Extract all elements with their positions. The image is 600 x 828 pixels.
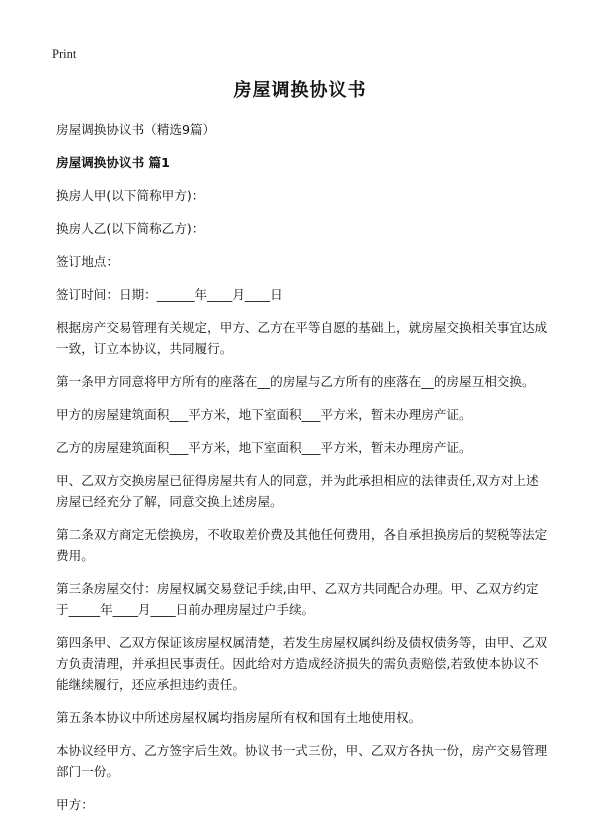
print-link[interactable]: Print [52,47,77,61]
signing-date-field: 签订时间：日期：______年____月____日 [56,287,283,302]
article-3-paragraph: 第三条房屋交付：房屋权属交易登记手续,由甲、乙双方共同配合办理。甲、乙双方约定于_____年____月____日前办理房屋过户手续。 [56,581,539,617]
signing-location-field: 签订地点： [56,254,119,269]
party-a-field: 换房人甲(以下简称甲方)： [56,188,205,203]
article-5-paragraph: 第五条本协议中所述房屋权属均指房屋所有权和国有土地使用权。 [56,710,422,725]
party-b-area-paragraph: 乙方的房屋建筑面积___平方米，地下室面积___平方米，暂未办理房产证。 [56,440,472,455]
document-subtitle: 房屋调换协议书（精选9篇） [56,122,216,137]
document-body [56,119,550,827]
party-a-area-paragraph: 甲方的房屋建筑面积___平方米，地下室面积___平方米，暂未办理房产证。 [56,407,472,422]
party-b-field: 换房人乙(以下简称乙方)： [56,221,205,236]
consent-paragraph: 甲、乙双方交换房屋已征得房屋共有人的同意，并为此承担相应的法律责任,双方对上述房屋已经充分了解，同意交换上述房屋。 [56,473,539,509]
article-2-paragraph: 第二条双方商定无偿换房，不收取差价费及其他任何费用，各自承担换房后的契税等法定费用。 [56,527,548,563]
section-heading: 房屋调换协议书 篇1 [56,155,170,170]
preamble-paragraph: 根据房产交易管理有关规定，甲方、乙方在平等自愿的基础上，就房屋交换相关事宜达成一致，订立本协议，共同履行。 [56,320,548,356]
effectiveness-paragraph: 本协议经甲方、乙方签字后生效。协议书一式三份，甲、乙双方各执一份，房产交易管理部门一份。 [56,743,548,779]
article-1-paragraph: 第一条甲方同意将甲方所有的座落在__的房屋与乙方所有的座落在__的房屋互相交换。 [56,374,535,389]
party-a-signature-label: 甲方： [56,797,94,812]
document-title: 房屋调换协议书 [233,80,367,101]
article-4-paragraph: 第四条甲、乙双方保证该房屋权属清楚，若发生房屋权属纠纷及债权债务等，由甲、乙双方负责清理，并承担民事责任。因此给对方造成经济损失的需负责赔偿,若致使本协议不能继续履行，还应承担违约责任。 [56,635,548,692]
